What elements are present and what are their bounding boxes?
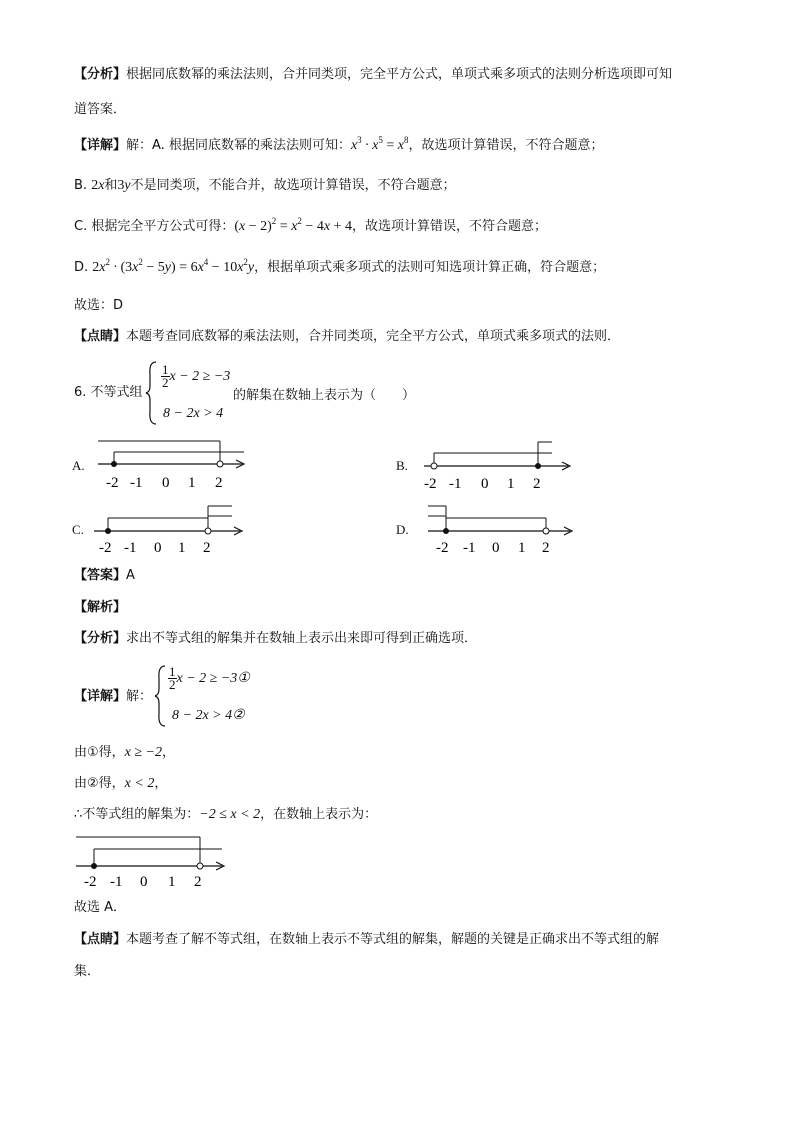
option-a-label[interactable]: A. <box>72 458 85 473</box>
svg-text:-2: -2 <box>84 874 97 888</box>
option-c-numberline[interactable] <box>90 501 250 555</box>
svg-text:2: 2 <box>215 475 223 491</box>
system-brace-q6 <box>145 360 159 426</box>
option-b-numberline[interactable] <box>418 437 578 491</box>
open-dot <box>205 528 211 534</box>
svg-text:-2: -2 <box>99 540 112 555</box>
analysis-tag: 【分析】 <box>74 67 127 82</box>
dianjing-2-line-2: 集． <box>74 964 101 979</box>
svg-text:1: 1 <box>168 874 176 888</box>
solution-ineq1: $\frac{1}{2}$ x − 2 ≥ −3① <box>169 664 250 692</box>
answer-line: 【答案】A <box>74 568 135 583</box>
svg-text:0: 0 <box>154 540 162 555</box>
svg-text:1: 1 <box>507 476 515 491</box>
formula-b2: 3y <box>117 178 131 193</box>
svg-text:2: 2 <box>194 874 202 888</box>
system-brace-solution <box>154 664 168 728</box>
dianjing-1: 【点睛】本题考查同底数幂的乘法法则，合并同类项，完全平方公式，单项式乘多项式的法则． <box>74 329 621 344</box>
option-d-label[interactable]: D. <box>396 522 409 537</box>
formula-a: $x^3 \cdot x^5 = x^8$ <box>350 135 409 153</box>
svg-text:-1: -1 <box>463 540 476 555</box>
svg-text:0: 0 <box>492 540 500 555</box>
closed-dot <box>443 528 449 534</box>
svg-text:2: 2 <box>533 476 541 491</box>
fraction-half: $\frac{1}{2}$ <box>162 362 169 390</box>
svg-text:-1: -1 <box>130 475 143 491</box>
svg-text:0: 0 <box>162 475 170 491</box>
step-1: 由①得，x ≥ −2， <box>74 745 176 760</box>
detail-line-b: B. 2x和3y不是同类项，不能合并，故选项计算错误，不符合题意； <box>74 178 456 193</box>
closed-dot <box>105 528 111 534</box>
step-2: 由②得，x < 2， <box>74 776 168 791</box>
solution-numberline <box>72 830 232 888</box>
solution-ineq2: 8 − 2x > 4② <box>172 708 245 723</box>
svg-text:-1: -1 <box>449 476 462 491</box>
open-dot <box>217 461 223 467</box>
svg-text:-2: -2 <box>106 475 119 491</box>
q6-ineq2: 8 − 2x > 4 <box>163 406 224 421</box>
detail-2-start: 【详解】解： <box>74 689 153 704</box>
closed-dot <box>535 463 541 469</box>
svg-text:2: 2 <box>203 540 211 555</box>
option-d-numberline[interactable] <box>424 501 580 555</box>
question-6-start: 6. 不等式组 <box>74 385 143 400</box>
choose-a: 故选 A． <box>74 900 127 915</box>
detail-line-c: C. 根据完全平方公式可得：$(x - 2)^2 = x^2 - 4x + 4$，故选项计算错误，不符合题意； <box>74 216 547 234</box>
formula-b1: 2x <box>91 178 105 193</box>
jiexi-line: 【解析】 <box>74 600 127 615</box>
svg-text:1: 1 <box>178 540 186 555</box>
step-3: ∴不等式组的解集为：−2 ≤ x < 2，在数轴上表示为： <box>74 807 378 822</box>
closed-dot <box>91 863 97 869</box>
formula-d: $2x^2 \cdot (3x^2 - 5y) = 6x^4 - 10x^2y$ <box>92 257 255 275</box>
svg-text:1: 1 <box>518 540 526 555</box>
svg-text:-1: -1 <box>110 874 123 888</box>
analysis-line-1: 【分析】根据同底数幂的乘法法则，合并同类项，完全平方公式，单项式乘多项式的法则分析选项即可知 <box>74 67 673 82</box>
option-b-label[interactable]: B. <box>396 458 408 473</box>
analysis-2: 【分析】求出不等式组的解集并在数轴上表示出来即可得到正确选项． <box>74 631 478 646</box>
choose-d: 故选：D <box>74 298 124 313</box>
question-6-end: 的解集在数轴上表示为（ ） <box>233 388 416 403</box>
q6-ineq1: $\frac{1}{2}$ x − 2 ≥ −3 <box>162 362 231 390</box>
svg-text:0: 0 <box>140 874 148 888</box>
analysis-line-2: 道答案． <box>74 102 127 117</box>
svg-text:2: 2 <box>542 540 550 555</box>
closed-dot <box>111 461 117 467</box>
detail-line-d: D. $2x^2 \cdot (3x^2 - 5y) = 6x^4 - 10x^2y$，根据单项式乘多项式的法则可知选项计算正确，符合题意； <box>74 257 606 275</box>
open-dot <box>543 528 549 534</box>
detail-line-a: 【详解】解：A. 根据同底数幂的乘法法则可知：$x^3 \cdot x^5 = x^8$，故选项计算错误，不符合题意； <box>74 135 604 153</box>
svg-text:-2: -2 <box>436 540 449 555</box>
option-a-numberline[interactable] <box>92 437 252 491</box>
svg-text:-1: -1 <box>124 540 137 555</box>
open-dot <box>197 863 203 869</box>
option-c-label[interactable]: C. <box>72 522 84 537</box>
svg-text:1: 1 <box>188 475 196 491</box>
open-dot <box>431 463 437 469</box>
svg-text:-2: -2 <box>424 476 437 491</box>
formula-c: $(x - 2)^2 = x^2 - 4x + 4$ <box>234 216 352 234</box>
svg-text:0: 0 <box>481 476 489 491</box>
dianjing-2-line-1: 【点睛】本题考查了解不等式组，在数轴上表示不等式组的解集，解题的关键是正确求出不等式组的解 <box>74 932 660 947</box>
